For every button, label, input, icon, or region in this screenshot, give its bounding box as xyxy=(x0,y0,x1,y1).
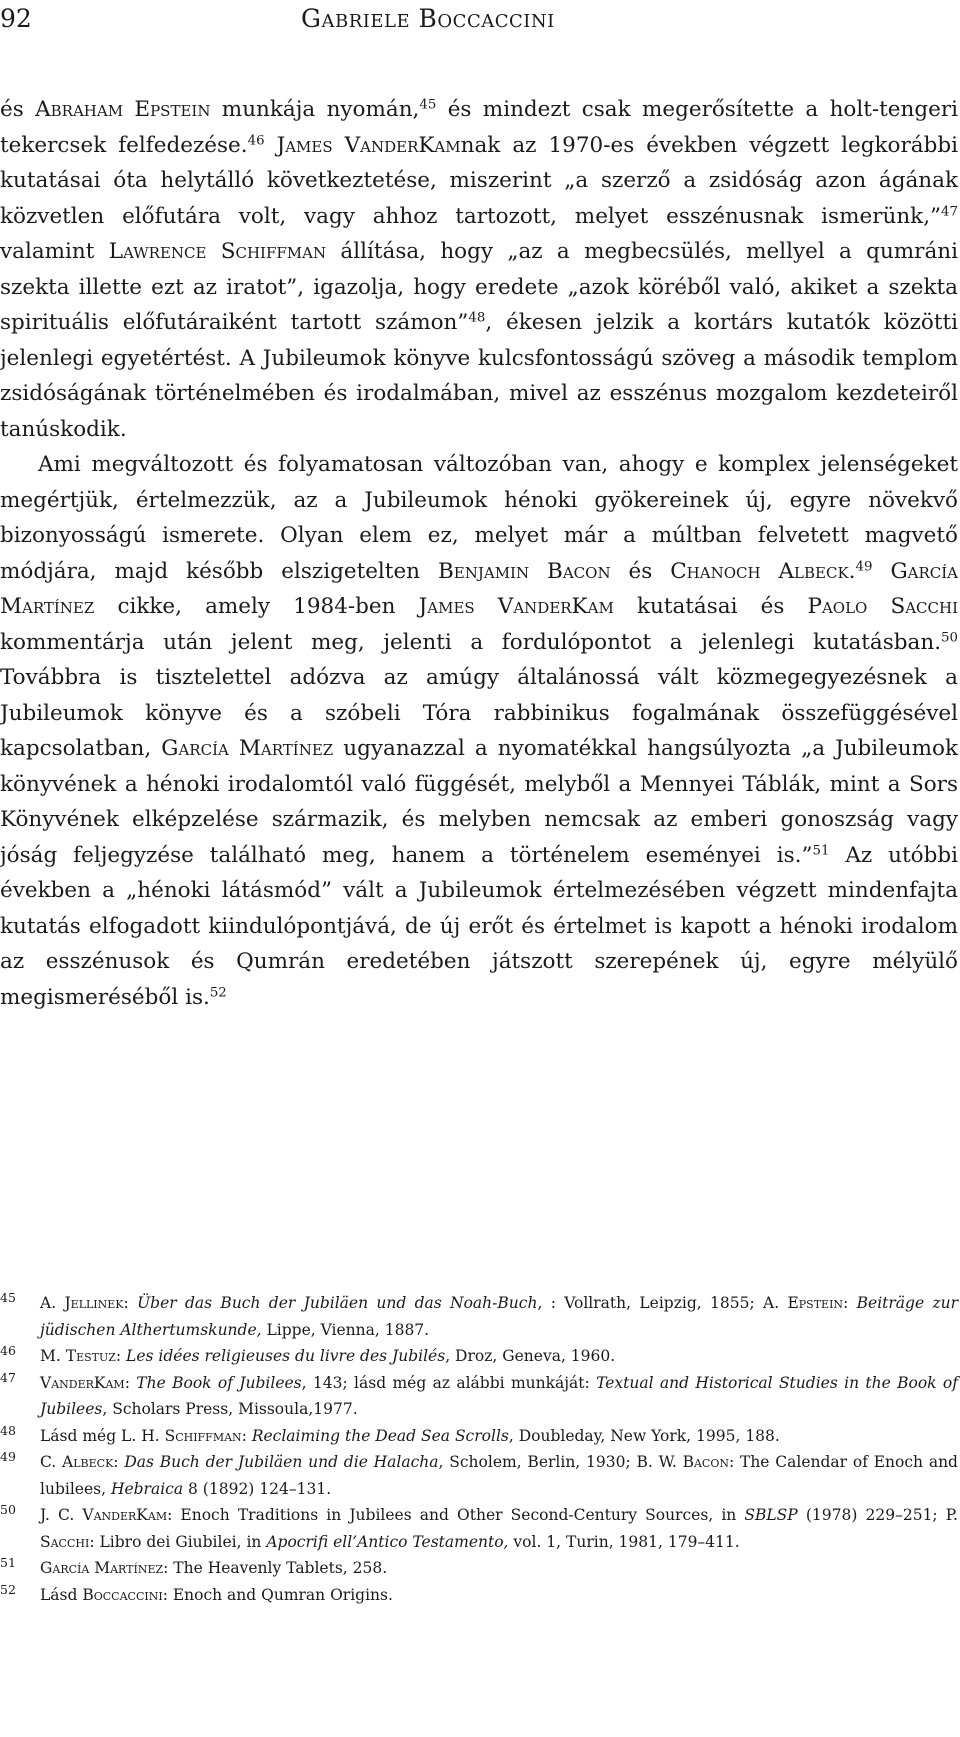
text-run: nak az 1970-es években végzett legkorábbi kutatásai óta helytálló következtetése, miszerint „a szerző a zsidóság azon ágának közvetlen előfutára volt, vagy ahhoz tartozott, melyet esszénusnak ismerünk,” xyxy=(0,132,958,229)
author-name: Lawrence Schiffman xyxy=(108,239,327,264)
author-name: Albeck xyxy=(62,1453,114,1471)
work-title: The Book of Jubilees xyxy=(136,1373,302,1392)
text-run: , Scholem, Berlin, 1930; B. W. xyxy=(438,1453,683,1471)
author-name: Bacon xyxy=(682,1453,729,1471)
paragraph-2 xyxy=(0,447,958,1015)
footnote-45 xyxy=(0,1290,958,1343)
text-run: Lásd xyxy=(40,1585,83,1604)
footnote-48 xyxy=(0,1423,958,1450)
text-run: és mindezt csak megerősítette a holt-tengeri tekercsek felfedezése. xyxy=(0,97,958,158)
text-run: , Droz, Geneva, 1960. xyxy=(445,1347,616,1365)
text-run: : xyxy=(843,1294,857,1312)
author-name: Abraham Epstein xyxy=(35,97,211,122)
author-name: Benjamin Bacon xyxy=(437,558,611,584)
author-name: James VanderKam xyxy=(276,132,461,158)
footnote-ref-49[interactable]: 49 xyxy=(855,559,873,575)
work-title: Hebraica xyxy=(110,1479,184,1498)
running-title: Gabriele Boccaccini xyxy=(301,4,555,33)
footnote-47 xyxy=(0,1370,958,1423)
footnote-number: 50 xyxy=(0,1502,16,1517)
author-name: Schiffman xyxy=(164,1426,242,1445)
text-run: és xyxy=(610,558,671,584)
author-name: Epstein xyxy=(787,1294,844,1312)
paragraph-1 xyxy=(0,92,958,447)
text-run: vol. 1, Turin, 1981, 179–411. xyxy=(508,1532,740,1551)
text-run: kommentárja után jelent meg, jelenti a fordulópontot a jelenlegi kutatásban. xyxy=(0,629,942,655)
footnote-ref-52[interactable]: 52 xyxy=(209,985,227,1001)
footnote-number: 52 xyxy=(0,1581,16,1597)
footnote-number: 46 xyxy=(0,1343,16,1358)
text-run: és xyxy=(0,97,36,122)
text-run: : The Calendar of Enoch and lubilees, xyxy=(40,1453,958,1498)
footnote-ref-48[interactable]: 48 xyxy=(468,310,486,326)
text-run: C. xyxy=(40,1453,63,1471)
text-run: Ami megváltozott és folyamatosan változóban van, ahogy e komplex jelenségeket megértjük, értelmezzük, az a Jubileumok hénoki gyökereinek új, egyre növekvő bizonyosságú ismerete. Olyan elem ez, melyet már a múltban felvetett magvető módjára, majd később elszigetelten xyxy=(0,452,958,584)
text-run: : xyxy=(123,1294,138,1312)
text-run: kutatásai és xyxy=(613,594,808,619)
footnote-50 xyxy=(0,1502,958,1555)
text-run: : Libro dei Giubilei, in xyxy=(89,1532,267,1551)
footnote-49 xyxy=(0,1449,958,1502)
author-name: Testuz xyxy=(65,1347,116,1365)
text-run: , Doubleday, New York, 1995, 188. xyxy=(508,1426,780,1445)
footnote-51 xyxy=(0,1555,958,1582)
work-title: Beiträge zur jüdischen Althertumskunde, xyxy=(40,1294,959,1339)
author-name: Paolo Sacchi xyxy=(807,594,959,619)
text-run: Továbbra is tisztelettel adózva az amúgy általánossá vált közmegegyezésnek a Jubileumok könyve és a szóbeli Tóra rabbinikus fogalmának összefüggésével kapcsolatban, xyxy=(0,665,958,761)
footnote-52 xyxy=(0,1582,958,1609)
text-run: valamint xyxy=(0,239,109,264)
text-run: . xyxy=(848,558,856,584)
footnote-ref-51[interactable]: 51 xyxy=(812,843,830,859)
text-run: J. C. xyxy=(40,1506,83,1524)
text-run: Lippe, Vienna, 1887. xyxy=(261,1320,430,1339)
text-run: , : Vollrath, Leipzig, 1855; A. xyxy=(537,1294,788,1312)
footnote-ref-47[interactable]: 47 xyxy=(941,204,958,220)
text-run: állítása, hogy „az a megbecsülés, mellyel a qumráni szekta illette ezt az iratot”, igazolja, hogy eredete „azok köréből való, akiket a szekta spirituális előfutáraiként tartott számon” xyxy=(0,239,958,335)
main-text xyxy=(0,92,958,1015)
work-title: Das Buch der Jubiläen und die Halacha xyxy=(124,1453,439,1471)
text-run: M. xyxy=(40,1347,66,1365)
text-run: : Enoch and Qumran Origins. xyxy=(162,1585,393,1604)
text-run: A. xyxy=(40,1294,65,1312)
footnote-number: 51 xyxy=(0,1555,16,1570)
author-name: García Martínez xyxy=(0,558,958,619)
footnote-number: 49 xyxy=(0,1449,16,1464)
text-run: Az utóbbi években a „hénoki látásmód” vált a Jubileumok értelmezésében végzett mindenfajta kutatás elfogadott kiindulópontjává, de új erőt és értelmet is kapott a hénoki irodalom az esszénusok és Qumrán eredetében játszott szerepének új, egyre mélyülő megismeréséből is. xyxy=(0,842,958,1010)
text-run: : xyxy=(113,1453,125,1471)
footnote-number: 48 xyxy=(0,1422,16,1438)
text-run: (1978) 229–251; P. xyxy=(797,1506,958,1524)
author-name: VanderKam xyxy=(82,1506,168,1524)
text-run: , ékesen jelzik a kortárs kutatók közötti jelenlegi egyetértést. A Jubileumok könyve kulcsfontosságú szöveg a második templom zsidóságának történelmében és irodalmában, mivel az esszénus mozgalom kezdeteiről tanúskodik. xyxy=(0,310,958,442)
text-run: cikke, amely 1984-ben xyxy=(94,594,419,619)
work-title: Über das Buch der Jubiläen und das Noah-Buch xyxy=(137,1294,538,1312)
footnote-46 xyxy=(0,1343,958,1370)
author-name: García Martínez xyxy=(40,1559,164,1577)
work-title: Apocrifi ell’Antico Testamento, xyxy=(266,1532,509,1551)
work-title: Textual and Historical Studies in the Book of Jubilees xyxy=(40,1373,958,1418)
text-run xyxy=(265,133,277,158)
text-run: , 143; lásd még az alábbi munkáját: xyxy=(301,1373,597,1392)
page-number: 92 xyxy=(0,4,32,33)
page-header xyxy=(0,0,960,40)
text-run: : xyxy=(115,1347,127,1365)
author-name: Boccaccini xyxy=(82,1585,163,1604)
author-name: James VanderKam xyxy=(418,594,614,619)
footnote-number: 47 xyxy=(0,1369,16,1385)
text-run: : Enoch Traditions in Jubilees and Other Second-Century Sources, in xyxy=(167,1506,745,1524)
footnotes xyxy=(0,1290,958,1608)
work-title: SBLSP xyxy=(744,1506,798,1524)
text-run: : The Heavenly Tablets, 258. xyxy=(163,1559,388,1577)
text-run: ugyanazzal a nyomatékkal hangsúlyozta „a Jubileumok könyvének a hénoki irodalomtól való függését, melyből a Mennyei Táblák, mint a Sors Könyvének elképzelése származik, és melyben nemcsak az emberi gonoszság vagy jóság feljegyzése található meg, hanem a történelem eseményei is.” xyxy=(0,736,958,868)
work-title: Reclaiming the Dead Sea Scrolls xyxy=(251,1426,509,1445)
text-run: : xyxy=(124,1373,137,1392)
footnote-ref-45[interactable]: 45 xyxy=(419,97,437,113)
text-run xyxy=(872,559,890,584)
footnote-ref-46[interactable]: 46 xyxy=(247,133,265,149)
author-name: Jellinek xyxy=(64,1294,124,1312)
text-run: , Scholars Press, Missoula,1977. xyxy=(102,1400,358,1418)
text-run: : xyxy=(241,1426,252,1445)
author-name: Chanoch Albeck xyxy=(670,558,849,584)
work-title: Les idées religieuses du livre des Jubilés xyxy=(126,1347,446,1365)
text-run: munkája nyomán, xyxy=(210,97,420,122)
author-name: VanderKam xyxy=(40,1373,125,1392)
author-name: Sacchi xyxy=(40,1532,90,1551)
footnote-number: 45 xyxy=(0,1290,16,1305)
text-run: 8 (1892) 124–131. xyxy=(183,1479,332,1498)
text-run: Lásd még L. H. xyxy=(40,1426,165,1445)
footnote-ref-50[interactable]: 50 xyxy=(941,630,958,646)
author-name: García Martínez xyxy=(161,736,334,761)
